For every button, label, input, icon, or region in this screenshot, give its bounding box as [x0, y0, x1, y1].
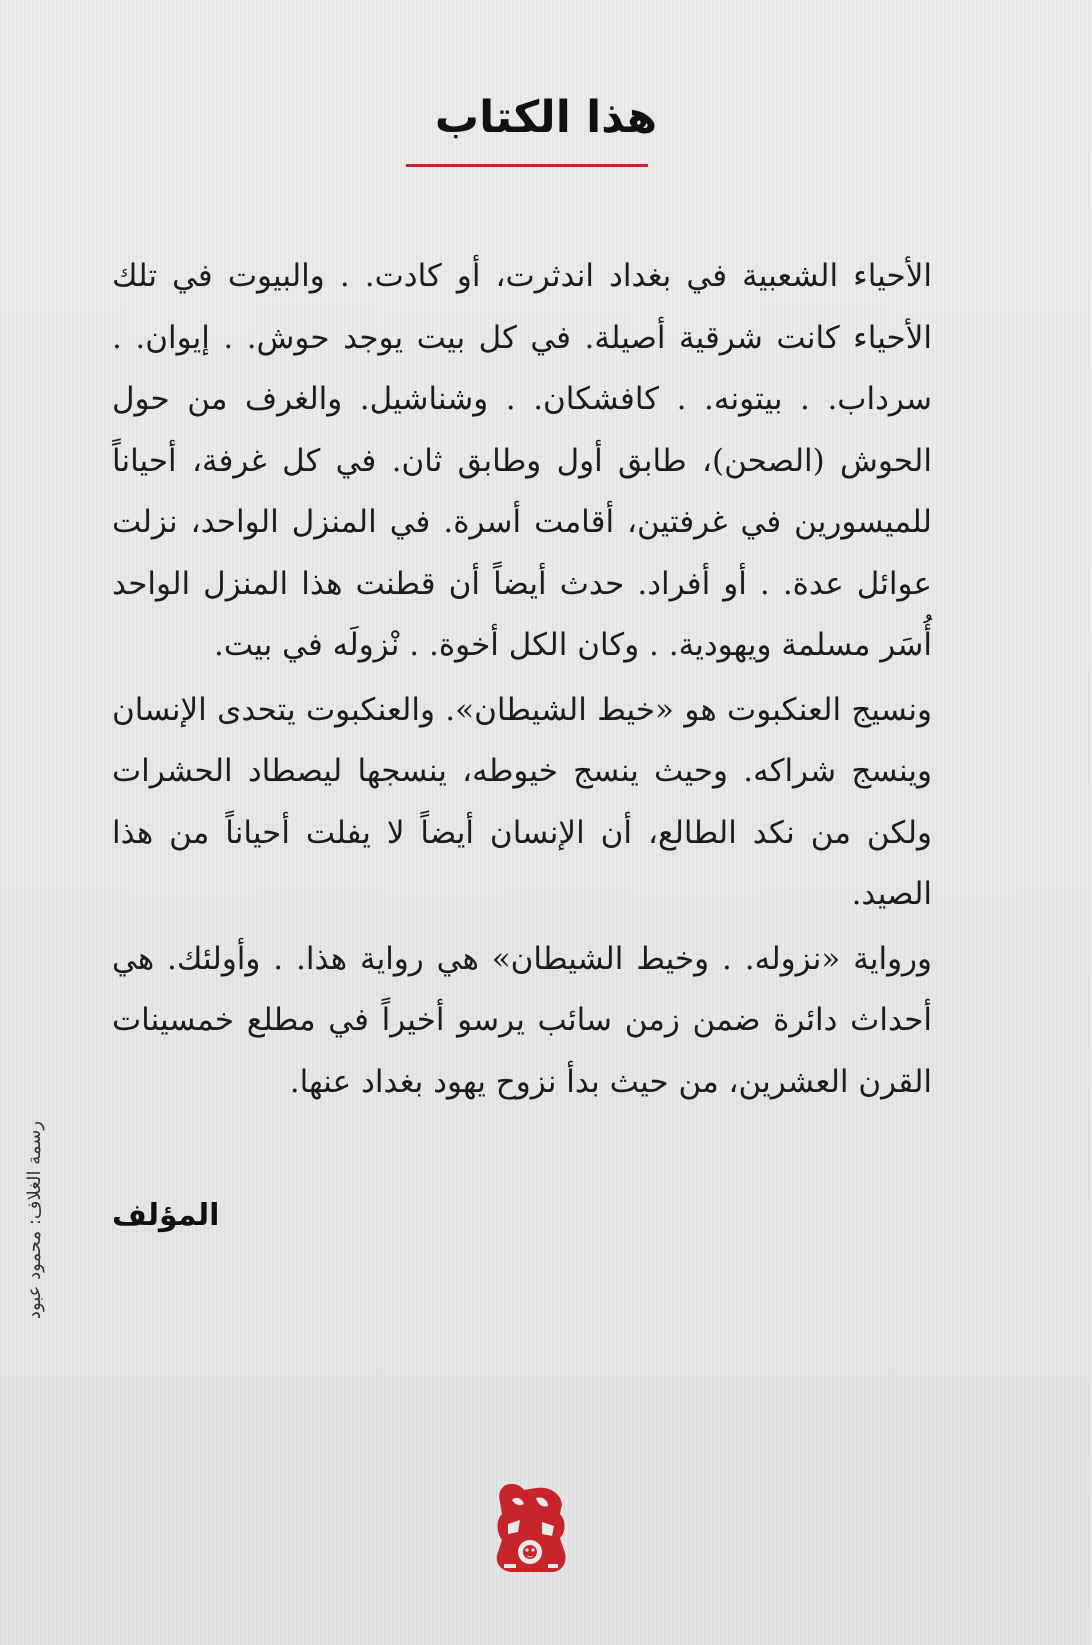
paragraph-3: ورواية «نزوله. . وخيط الشيطان» هي رواية هذا. . وأولئك. هي أحداث دائرة ضمن زمن سائب يرسو أخيراً في مطلع خمسينات القرن العشرين، من حيث بدأ نزوح يهود بغداد عنها.	[112, 940, 932, 1100]
paragraph-2: ونسيج العنكبوت هو «خيط الشيطان». والعنكبوت يتحدى الإنسان وينسج شراكه. وحيث ينسج خيوطه، ينسجها ليصطاد الحشرات ولكن من نكد الطالع، أن الإنسان أيضاً لا يفلت أحياناً من هذا الصيد.	[112, 691, 932, 912]
cover-credit-text: رسمة الغلاف: محمود عبود	[24, 1120, 45, 1320]
author-signature: المؤلف	[112, 1198, 220, 1233]
publisher-logo-icon	[490, 1480, 572, 1576]
blurb-text	[112, 246, 932, 1116]
title-underline	[406, 164, 648, 167]
page-title: هذا الكتاب	[434, 92, 658, 143]
paragraph-1: الأحياء الشعبية في بغداد اندثرت، أو كادت. . والبيوت في تلك الأحياء كانت شرقية أصيلة. في كل بيت يوجد حوش. . إيوان. . سرداب. . بيتونه. . كافشكان. . وشناشيل. والغرف من حول الحوش (الصحن)، طابق أول وطابق ثان. في كل غرفة، أحياناً للميسورين في غرفتين، أقامت أسرة. في المنزل الواحد، نزلت عوائل عدة. . أو أفراد. حدث أيضاً أن قطنت هذا المنزل الواحد أُسَر مسلمة ويهودية. . وكان الكل أخوة. . نْزولَه في بيت.	[112, 258, 932, 663]
